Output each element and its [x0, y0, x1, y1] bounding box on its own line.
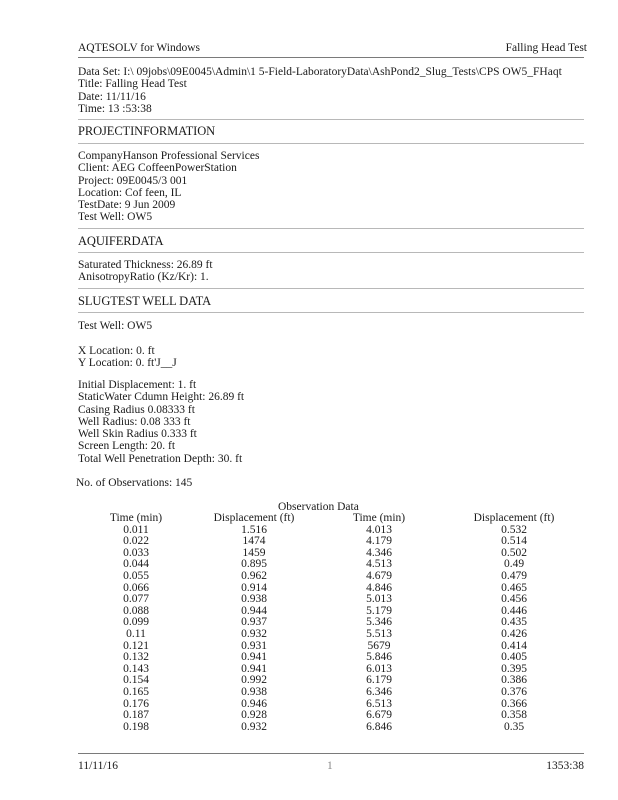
time-cell: 4.179 [366, 535, 392, 548]
project-block [78, 150, 259, 224]
y-location: Y Location: 0. ft'J__J [78, 357, 177, 370]
anisotropy-ratio: AnisotropyRatio (Kz/Kr): 1. [78, 271, 209, 284]
displacement-cell: 1.516 [241, 523, 267, 536]
well-skin-radius: Well Skin Radius 0.333 ft [78, 428, 197, 441]
time-cell: 5.179 [366, 604, 392, 617]
time-cell: 0.099 [123, 616, 149, 629]
time-cell: 0.121 [123, 639, 149, 652]
time-cell: 0.143 [123, 662, 149, 675]
observation-table [78, 513, 584, 733]
displacement-cell: 0.514 [501, 535, 527, 548]
table-row [78, 629, 584, 641]
slug-heading: SLUGTEST WELL DATA [78, 294, 212, 308]
displacement-cell: 0.532 [501, 523, 527, 536]
displacement-cell: 0.426 [501, 627, 527, 640]
table-row [78, 687, 584, 699]
time-cell: 0.066 [123, 581, 149, 594]
time-cell: 4.346 [366, 546, 392, 559]
footer-page-number: 1 [327, 760, 333, 772]
time-cell: 4.013 [366, 523, 392, 536]
displacement-cell: 0.946 [241, 697, 267, 710]
time-cell: 0.044 [123, 558, 149, 571]
footer-divider [78, 753, 584, 754]
displacement-cell: 0.928 [241, 709, 267, 722]
location-block [78, 345, 177, 370]
data-set-path: Data Set: I:\ 09jobs\09E0045\Admin\1 5-Field-LaboratoryData\AshPond2_Slug_Tests\CPS OW5_FHaqt [78, 66, 562, 78]
casing-radius: Casing Radius 0.08333 ft [78, 403, 195, 416]
header-divider [78, 57, 584, 58]
displacement-cell: 0.395 [501, 662, 527, 675]
displacement-cell: 0.931 [241, 639, 267, 652]
column-header-displacement-1: Displacement (ft) [213, 512, 295, 524]
footer-date: 11/11/16 [78, 760, 119, 772]
time-cell: 4.679 [366, 569, 392, 582]
time-cell: 5.346 [366, 616, 392, 629]
project-test-well: Test Well: OW5 [78, 211, 153, 224]
table-row [78, 710, 584, 722]
displacement-cell: 0.366 [501, 697, 527, 710]
dataset-block [78, 66, 562, 115]
time-cell: 4.846 [366, 581, 392, 594]
dataset-date: Date: 11/11/16 [78, 90, 146, 103]
footer-time: 1353:38 [546, 760, 584, 772]
project-test-date: TestDate: 9 Jun 2009 [78, 199, 176, 212]
displacement-cell: 0.941 [241, 651, 267, 664]
displacement-cell: 0.938 [241, 685, 267, 698]
aquifer-block [78, 259, 213, 284]
time-cell: 0.154 [123, 674, 149, 687]
observation-table-header [78, 513, 584, 525]
project-client: Client: AEG CoffeenPowerStation [78, 162, 237, 175]
time-cell: 6.179 [366, 674, 392, 687]
well-parameters-block [78, 379, 244, 465]
column-header-displacement-2: Displacement (ft) [473, 512, 555, 524]
observation-count: No. of Observations: 145 [76, 477, 193, 489]
column-header-time-1: Time (min) [109, 512, 163, 524]
divider-1 [78, 119, 584, 120]
displacement-cell: 0.992 [241, 674, 267, 687]
displacement-cell: 1474 [242, 535, 266, 548]
project-company: CompanyHanson Professional Services [78, 150, 260, 162]
observation-table-title: Observation Data [278, 501, 359, 513]
displacement-cell: 0.435 [501, 616, 527, 629]
table-row [78, 722, 584, 734]
time-cell: 0.011 [123, 523, 149, 536]
displacement-cell: 0.386 [501, 674, 527, 687]
displacement-cell: 0.502 [501, 546, 527, 559]
time-cell: 0.088 [123, 604, 149, 617]
displacement-cell: 0.938 [241, 593, 267, 606]
project-heading: PROJECTINFORMATION [78, 124, 216, 138]
displacement-cell: 0.895 [241, 558, 267, 571]
time-cell: 6.513 [366, 697, 392, 710]
time-cell: 5.013 [366, 593, 392, 606]
time-cell: 0.187 [123, 709, 149, 722]
time-cell: 6.013 [366, 662, 392, 675]
slug-test-well: Test Well: OW5 [78, 320, 153, 332]
time-cell: 0.165 [123, 685, 149, 698]
initial-displacement: Initial Displacement: 1. ft [78, 379, 197, 391]
time-cell: 5.846 [366, 651, 392, 664]
observation-table-body [78, 525, 584, 734]
time-cell: 0.022 [123, 535, 149, 548]
divider-4 [78, 252, 584, 253]
divider-5 [78, 288, 584, 289]
table-row [78, 571, 584, 583]
time-cell: 0.033 [123, 546, 149, 559]
time-cell: 0.132 [123, 651, 149, 664]
displacement-cell: 0.358 [501, 709, 527, 722]
header-test-name: Falling Head Test [505, 42, 587, 54]
saturated-thickness: Saturated Thickness: 26.89 ft [78, 259, 213, 271]
divider-3 [78, 228, 584, 229]
displacement-cell: 0.944 [241, 604, 267, 617]
time-cell: 0.198 [123, 720, 149, 733]
table-row [78, 594, 584, 606]
displacement-cell: 0.932 [241, 720, 267, 733]
time-cell: 5.513 [366, 627, 392, 640]
column-header-time-2: Time (min) [352, 512, 406, 524]
table-row [78, 652, 584, 664]
time-cell: 0.055 [123, 569, 149, 582]
displacement-cell: 0.937 [241, 616, 267, 629]
displacement-cell: 0.479 [501, 569, 527, 582]
displacement-cell: 0.932 [241, 627, 267, 640]
time-cell: 6.679 [366, 709, 392, 722]
displacement-cell: 0.962 [241, 569, 267, 582]
aquifer-heading: AQUIFERDATA [78, 234, 164, 248]
screen-length: Screen Length: 20. ft [78, 440, 176, 453]
total-well-penetration-depth: Total Well Penetration Depth: 30. ft [78, 452, 243, 465]
displacement-cell: 0.414 [501, 639, 527, 652]
displacement-cell: 0.456 [501, 593, 527, 606]
divider-6 [78, 312, 584, 313]
time-cell: 6.846 [366, 720, 392, 733]
well-radius: Well Radius: 0.08 333 ft [78, 415, 191, 428]
divider-2 [78, 143, 584, 144]
displacement-cell: 0.941 [241, 662, 267, 675]
displacement-cell: 0.49 [503, 558, 525, 571]
displacement-cell: 1459 [242, 546, 266, 559]
displacement-cell: 0.914 [241, 581, 267, 594]
time-cell: 0.077 [123, 593, 149, 606]
time-cell: 4.513 [366, 558, 392, 571]
time-cell: 5679 [367, 639, 391, 652]
time-cell: 6.346 [366, 685, 392, 698]
project-location: Location: Cof feen, IL [78, 186, 182, 199]
static-water-column-height: StaticWater Cdumn Height: 26.89 ft [78, 391, 245, 404]
displacement-cell: 0.446 [501, 604, 527, 617]
displacement-cell: 0.376 [501, 685, 527, 698]
displacement-cell: 0.35 [503, 720, 525, 733]
dataset-title: Title: Falling Head Test [78, 78, 187, 91]
time-cell: 0.11 [126, 627, 146, 640]
project-number: Project: 09E0045/3 001 [78, 174, 188, 187]
displacement-cell: 0.465 [501, 581, 527, 594]
dataset-time: Time: 13 :53:38 [78, 102, 152, 115]
x-location: X Location: 0. ft [78, 345, 155, 357]
header-app-name: AQTESOLV for Windows [78, 42, 200, 54]
time-cell: 0.176 [123, 697, 149, 710]
displacement-cell: 0.405 [501, 651, 527, 664]
